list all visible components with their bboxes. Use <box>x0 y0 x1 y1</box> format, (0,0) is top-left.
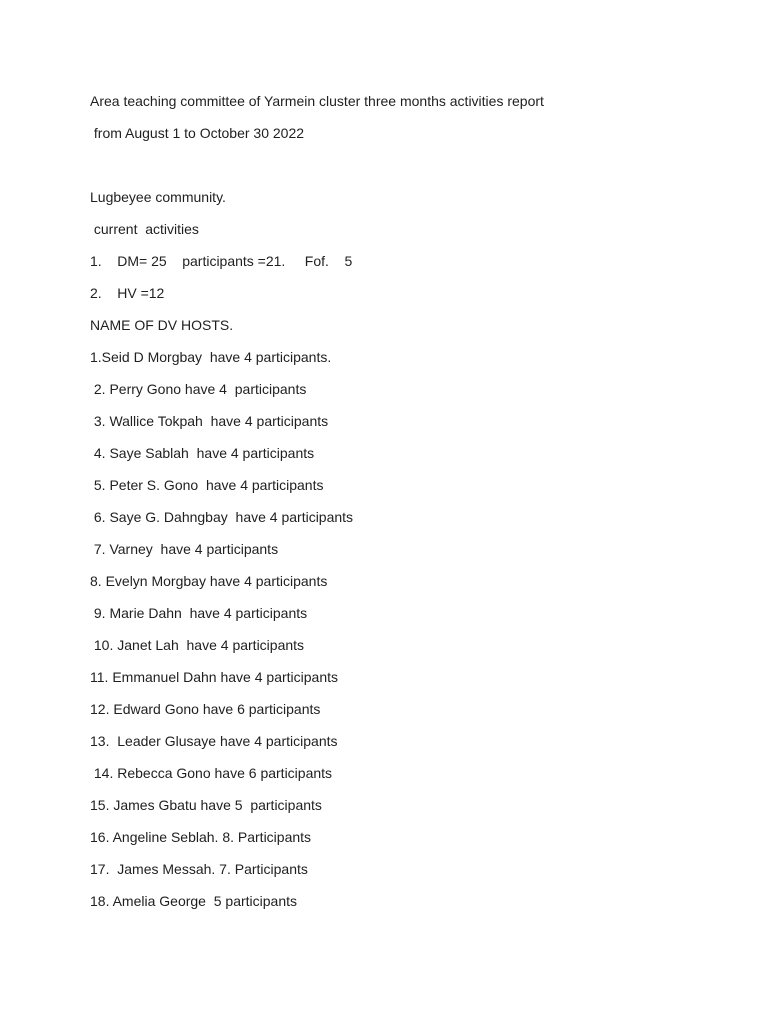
host-item: 15. James Gbatu have 5 participants <box>90 797 322 813</box>
host-item: 6. Saye G. Dahngbay have 4 participants <box>90 509 354 525</box>
host-item: 3. Wallice Tokpah have 4 participants <box>90 413 329 429</box>
host-item: 13. Leader Glusaye have 4 participants <box>90 733 338 749</box>
host-item: 18. Amelia George 5 participants <box>90 893 298 909</box>
activities-heading: current activities <box>90 221 199 237</box>
host-item: 8. Evelyn Morgbay have 4 participants <box>90 573 328 589</box>
host-item: 14. Rebecca Gono have 6 participants <box>90 765 333 781</box>
activity-item: 1. DM= 25 participants =21. Fof. 5 <box>90 253 353 269</box>
hosts-heading: NAME OF DV HOSTS. <box>90 317 234 333</box>
host-item: 10. Janet Lah have 4 participants <box>90 637 305 653</box>
report-title: Area teaching committee of Yarmein cluster three months activities report <box>90 93 544 109</box>
host-item: 11. Emmanuel Dahn have 4 participants <box>90 669 338 685</box>
report-period: from August 1 to October 30 2022 <box>90 125 305 141</box>
host-item: 2. Perry Gono have 4 participants <box>90 381 307 397</box>
host-item: 7. Varney have 4 participants <box>90 541 279 557</box>
host-item: 12. Edward Gono have 6 participants <box>90 701 321 717</box>
host-item: 9. Marie Dahn have 4 participants <box>90 605 308 621</box>
community-heading: Lugbeyee community. <box>90 189 226 205</box>
host-item: 5. Peter S. Gono have 4 participants <box>90 477 324 493</box>
host-item: 1.Seid D Morgbay have 4 participants. <box>90 349 332 365</box>
host-item: 4. Saye Sablah have 4 participants <box>90 445 315 461</box>
activity-item: 2. HV =12 <box>90 285 165 301</box>
host-item: 17. James Messah. 7. Participants <box>90 861 308 877</box>
host-item: 16. Angeline Seblah. 8. Participants <box>90 829 312 845</box>
